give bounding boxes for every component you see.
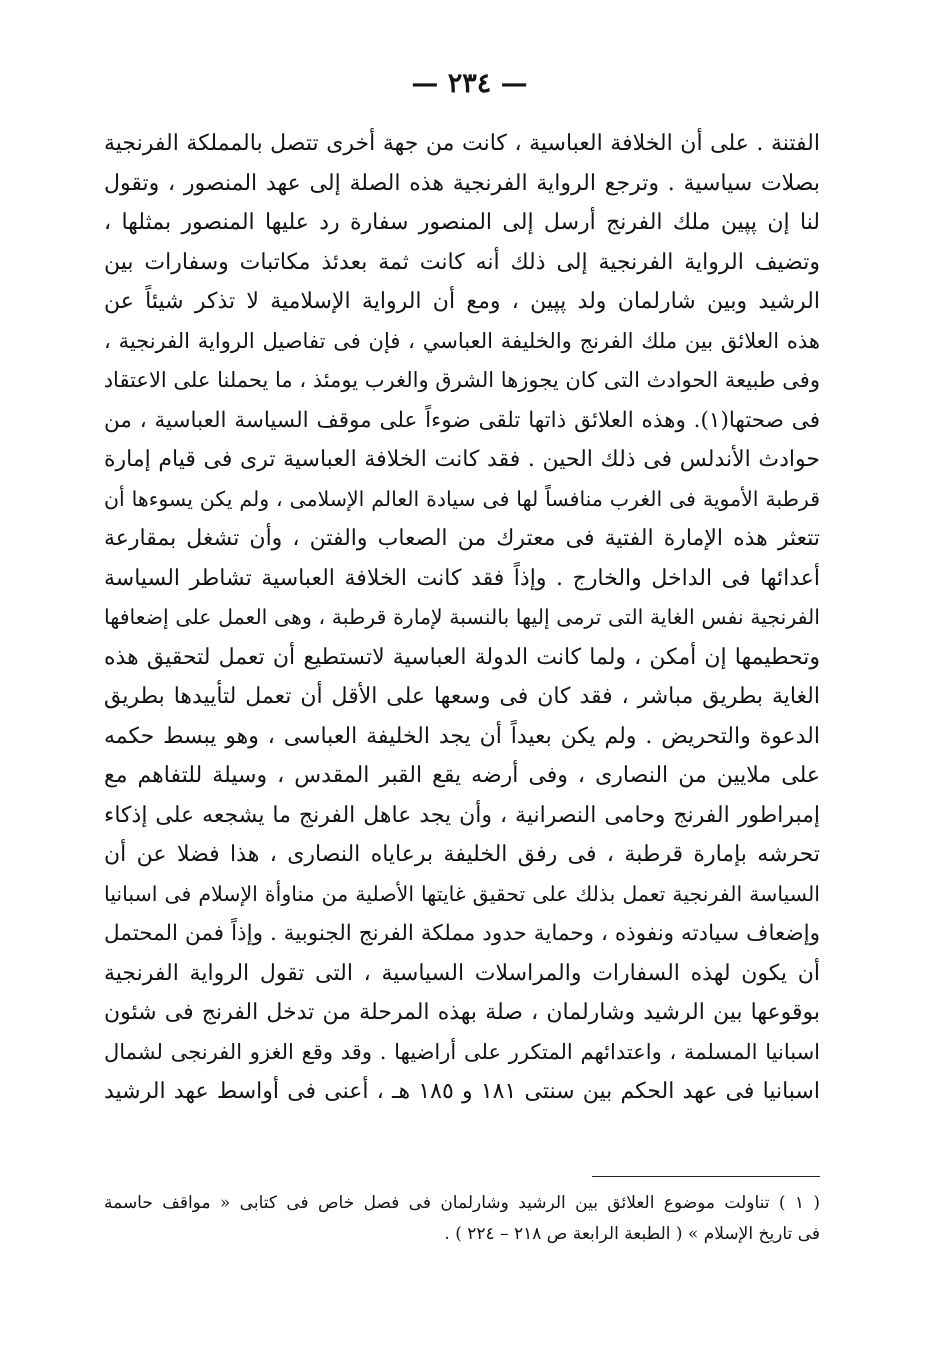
text-line: اسبانيا المسلمة ، واعتدائهم المتكرر على أراضيها . وقد وقع الغزو الفرنجى لشمال xyxy=(104,1039,820,1064)
text-line: الفتنة . على أن الخلافة العباسية ، كانت من جهة أخرى تتصل بالمملكة الفرنجية xyxy=(104,131,820,156)
text-line: وتضيف الرواية الفرنجية إلى ذلك أنه كانت ثمة بعدئذ مكاتبات وسفارات بين xyxy=(104,249,820,275)
text-line: اسبانيا فى عهد الحكم بين سنتى ١٨١ و ١٨٥ هـ ، أعنى فى أواسط عهد الرشيد xyxy=(104,1079,820,1104)
text-line: بوقوعها بين الرشيد وشارلمان ، صلة بهذه المرحلة من تدخل الفرنج فى شئون xyxy=(104,1000,820,1025)
text-line: قرطبة الأموية فى الغرب منافساً لها فى سيادة العالم الإسلامى ، ولم يكن يسوءها أن xyxy=(104,486,820,511)
text-line: إمبراطور الفرنج وحامى النصرانية ، وأن يجد عاهل الفرنج ما يشجعه على إذكاء xyxy=(104,802,820,828)
text-line: تتعثر هذه الإمارة الفتية فى معترك من الصعاب والفتن ، وأن تشغل بمقارعة xyxy=(104,526,820,551)
body-text xyxy=(104,124,820,1112)
text-line: فى صحتها(١). وهذه العلائق ذاتها تلقى ضوءاً على موقف السياسة العباسية ، من xyxy=(104,407,820,433)
footnote-line: ( ١ ) تناولت موضوع العلائق بين الرشيد وشارلمان فى فصل خاص فى كتابى « مواقف حاسمة xyxy=(104,1193,820,1213)
text-line: أعدائها فى الداخل والخارج . وإذاً فقد كانت الخلافة العباسية تشاطر السياسة xyxy=(104,565,820,591)
text-line: الدعوة والتحريض . ولم يكن بعيداً أن يجد الخليفة العباسى ، وهو يبسط حكمه xyxy=(104,723,820,749)
text-line: هذه العلائق بين ملك الفرنج والخليفة العباسي ، فإن فى تفاصيل الرواية الفرنجية ، xyxy=(104,328,820,353)
text-line: الفرنجية نفس الغاية التى ترمى إليها بالنسبة لإمارة قرطبة ، وهى العمل على إضعافها xyxy=(104,605,820,629)
text-line: وفى طبيعة الحوادث التى كان يجوزها الشرق والغرب يومئذ ، ما يحملنا على الاعتقاد xyxy=(104,368,820,392)
text-line: على ملايين من النصارى ، وفى أرضه يقع القبر المقدس ، وسيلة للتفاهم مع xyxy=(104,763,820,788)
text-line: أن يكون لهذه السفارات والمراسلات السياسية ، التى تقول الرواية الفرنجية xyxy=(104,960,820,986)
page-number: — ٢٣٤ — xyxy=(411,68,528,99)
text-line: الرشيد وبين شارلمان ولد پپين ، ومع أن الرواية الإسلامية لا تذكر شيئاً عن xyxy=(104,289,820,314)
footnote-divider xyxy=(592,1176,820,1177)
text-line: وإضعاف سيادته ونفوذه ، وحماية حدود مملكة الفرنج الجنوبية . وإذاً فمن المحتمل xyxy=(104,921,820,946)
footnotes xyxy=(104,1188,820,1250)
text-line: بصلات سياسية . وترجع الرواية الفرنجية هذه الصلة إلى عهد المنصور ، وتقول xyxy=(104,170,820,196)
text-line: لنا إن پپين ملك الفرنج أرسل إلى المنصور سفارة رد عليها المنصور بمثلها ، xyxy=(104,210,820,235)
text-line: وتحطيمها إن أمكن ، ولما كانت الدولة العباسية لاتستطيع أن تعمل لتحقيق هذه xyxy=(104,644,820,670)
footnote-line: فى تاريخ الإسلام » ( الطبعة الرابعة ص ٢١٨ – ٢٢٤ ) . xyxy=(444,1224,820,1244)
text-line: الغاية بطريق مباشر ، فقد كان فى وسعها على الأقل أن تعمل لتأييدها بطريق xyxy=(104,684,820,709)
text-line: حوادث الأندلس فى ذلك الحين . فقد كانت الخلافة العباسية ترى فى قيام إمارة xyxy=(104,447,820,472)
text-line: السياسة الفرنجية تعمل بذلك على تحقيق غايتها الأصلية من مناوأة الإسلام فى اسبانيا xyxy=(104,881,820,906)
text-line: تحرشه بإمارة قرطبة ، فى رفق الخليفة برعاياه النصارى ، هذا فضلا عن أن xyxy=(104,842,820,867)
